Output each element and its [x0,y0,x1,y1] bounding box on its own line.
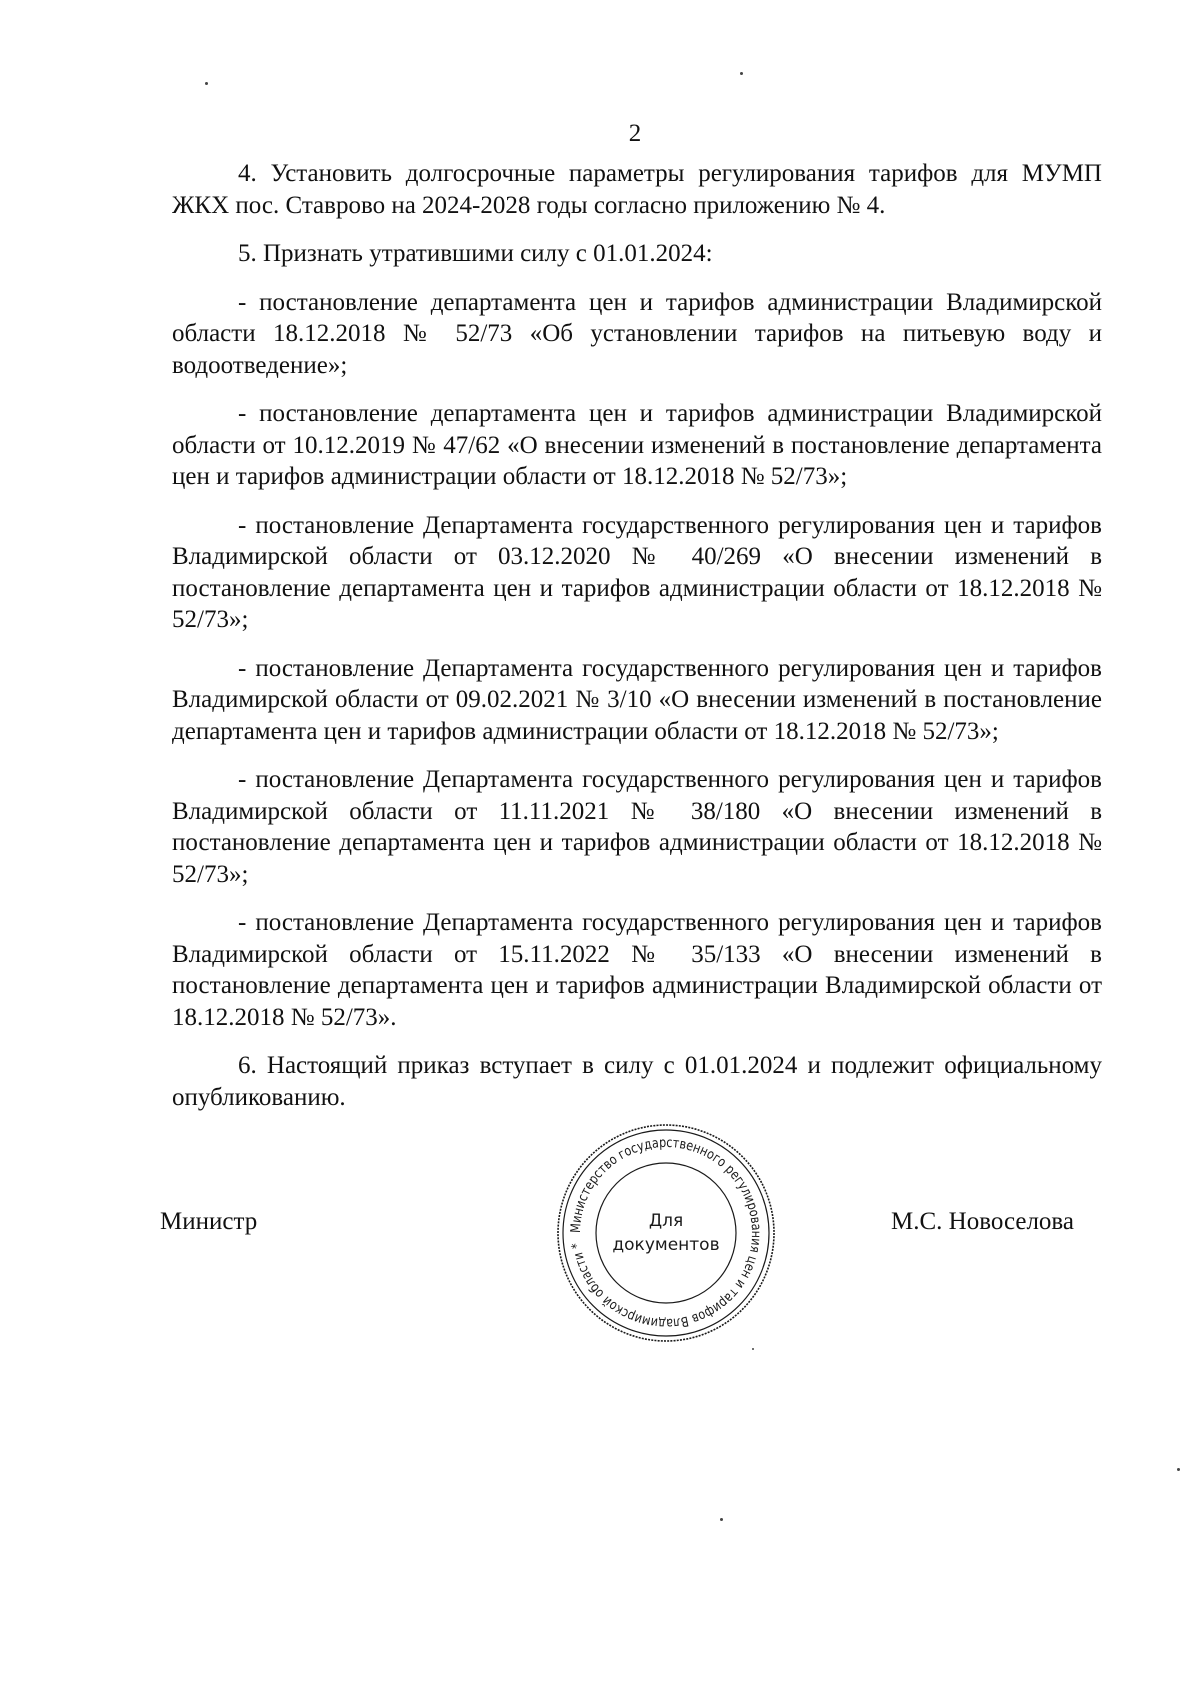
scan-speck [1177,1468,1180,1471]
seal-mid-ring [563,1130,769,1336]
seal-center-line-2: документов [612,1235,720,1255]
page-number: 2 [628,120,642,147]
seal-outer-ring [558,1125,774,1341]
repealed-act-3: - постановление Департамента государственного регулирования цен и тарифов Владимирской области от 03.12.2020 № 40/269 «О внесении изменений в постановление департамента цен и тарифов администрации области от 18.12.2018 № 52/73»; [172,511,1102,633]
signatory-title: Министр [160,1208,258,1235]
seal-graphic [553,1120,779,1346]
repealed-act-4: - постановление Департамента государственного регулирования цен и тарифов Владимирской области от 09.02.2021 № 3/10 «О внесении изменений в постановление департамента цен и тарифов администрации области от 18.12.2018 № 52/73»; [172,654,1102,745]
document-body [172,158,1102,1130]
official-seal [553,1120,779,1346]
scan-speck [720,1518,723,1521]
seal-center-line-1: Для [648,1211,684,1231]
seal-inner-ring [596,1163,736,1303]
paragraph-item-6: 6. Настоящий приказ вступает в силу с 01.01.2024 и подлежит официальному опубликованию. [172,1052,1102,1111]
repealed-act-1: - постановление департамента цен и тарифов администрации Владимирской области 18.12.2018 № 52/73 «Об установлении тарифов на питьевую воду и водоотведение»; [172,288,1102,379]
signatory-name: М.С. Новоселова [891,1208,1075,1235]
repealed-act-5: - постановление Департамента государственного регулирования цен и тарифов Владимирской области от 11.11.2021 № 38/180 «О внесении изменений в постановление департамента цен и тарифов администрации области от 18.12.2018 № 52/73»; [172,766,1102,888]
scan-speck [205,82,208,85]
repealed-act-2: - постановление департамента цен и тарифов администрации Владимирской области от 10.12.2019 № 47/62 «О внесении изменений в постановление департамента цен и тарифов администрации области от 18.12.2018 № 52/73»; [172,400,1102,490]
seal-ring-text: Министерство государственного регулирования цен и тарифов Владимирской области * [567,1134,765,1332]
repealed-act-6: - постановление Департамента государственного регулирования цен и тарифов Владимирской области от 15.11.2022 № 35/133 «О внесении изменений в постановление департамента цен и тарифов администрации Владимирской области от 18.12.2018 № 52/73». [172,909,1102,1031]
paragraph-item-4: 4. Установить долгосрочные параметры регулирования тарифов для МУМП ЖКХ пос. Ставрово на 2024-2028 годы согласно приложению № 4. [172,160,1102,219]
scan-speck [740,72,743,75]
paragraph-item-5: 5. Признать утратившими силу с 01.01.2024: [238,240,713,267]
scan-speck [752,1348,754,1350]
